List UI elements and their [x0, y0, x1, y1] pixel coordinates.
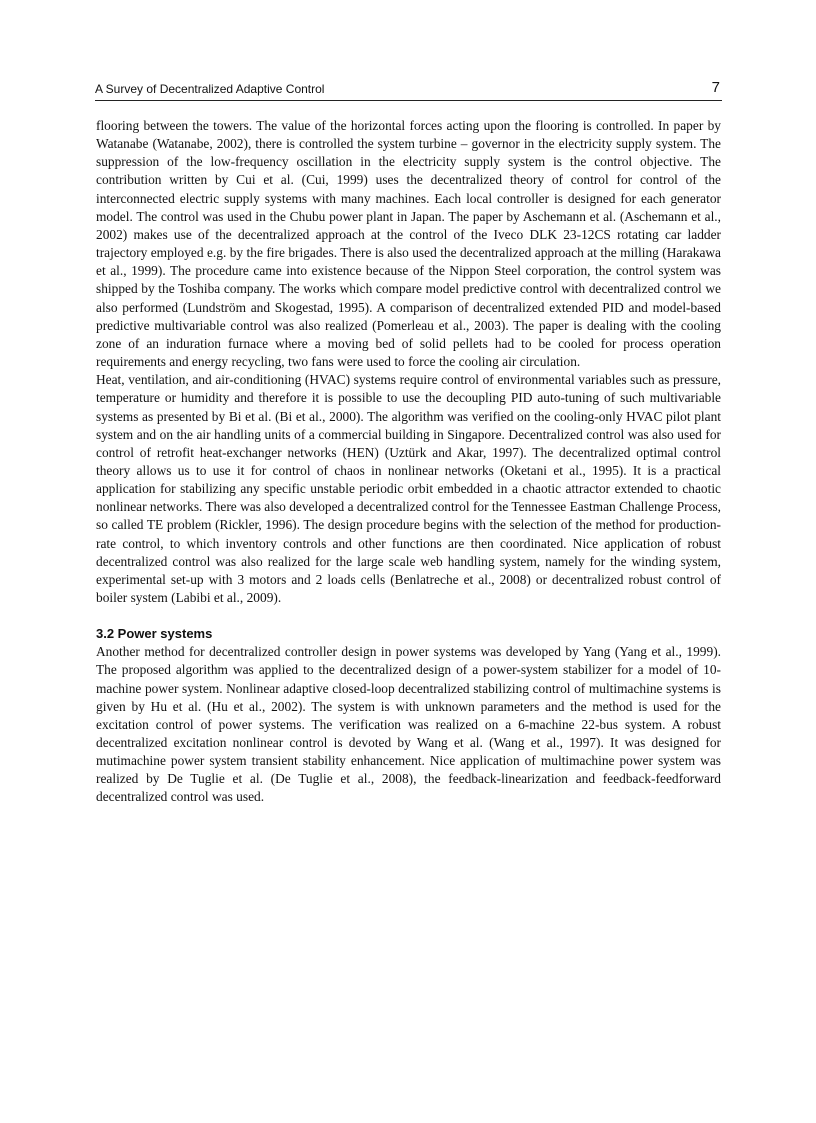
running-header — [95, 80, 722, 101]
paragraph-power-systems: Another method for decentralized controller design in power systems was developed by Yang (Yang et al., 1999). The proposed algorithm was applied to the decentralized design of a power-system stabilizer for a model of 10-machine power system. Nonlinear adaptive closed-loop decentralized stabilizing control of multimachine systems is given by Hu et al. (Hu et al., 2002). The system is with unknown parameters and the method is used for the excitation control of power systems. The verification was realized on a 6-machine 22-bus system. A robust decentralized excitation nonlinear control is devoted by Wang et al. (Wang et al., 1997). It was designed for mutimachine power system transient stability enhancement. Nice application of multimachine power system was realized by De Tuglie et al. (De Tuglie et al., 2008), the feedback-linearization and feedback-feedforward decentralized control was used. — [96, 644, 721, 805]
running-title: A Survey of Decentralized Adaptive Control — [95, 82, 325, 96]
paragraph-applications: flooring between the towers. The value of the horizontal forces acting upon the flooring is controlled. In paper by Watanabe (Watanabe, 2002), there is controlled the system turbine – governor in the electricity supply system. The suppression of the low-frequency oscillation in the electricity supply system is the control objective. The contribution written by Cui et al. (Cui, 1999) uses the decentralized theory of control for control of the interconnected electric supply systems with many machines. Each local controller is designed for each generator model. The control was used in the Chubu power plant in Japan. The paper by Aschemann et al. (Aschemann et al., 2002) makes use of the decentralized approach at the control of the Iveco DLK 23-12CS rotating car ladder trajectory employed e.g. by the fire brigades. There is also used the decentralized approach at the milling (Harakawa et al., 1999). The procedure came into existence because of the Nippon Steel corporation, the control system was shipped by the Toshiba company. The works which compare model predictive control with decentralized control we also performed (Lundström and Skogestad, 1995). A comparison of decentralized extended PID and model-based predictive multivariable control was also realized (Pomerleau et al., 2003). The paper is dealing with the cooling zone of an induration furnace where a moving bed of solid pellets had to be cooled for process operation requirements and energy recycling, two fans were used to force the cooling air circulation. — [96, 118, 721, 370]
body-text — [96, 117, 721, 807]
section-heading-power-systems: 3.2 Power systems — [96, 626, 213, 642]
paragraph-hvac: Heat, ventilation, and air-conditioning (HVAC) systems require control of environmental variables such as pressure, temperature or humidity and therefore it is possible to use the decoupling PID auto-tuning of such multivariable systems as presented by Bi et al. (Bi et al., 2000). The algorithm was verified on the cooling-only HVAC pilot plant system and on the air handling units of a commercial building in Singapore. Decentralized control was also used for control of retrofit heat-exchanger networks (HEN) (Uztürk and Akar, 1997). The decentralized optimal control theory allows us to use it for control of chaos in nonlinear networks (Oketani et al., 1995). It is a practical application for stabilizing any specific unstable periodic orbit embedded in a chaotic attractor extended to chaotic nonlinear networks. There was also developed a decentralized control for the Tennessee Eastman Challenge Process, so called TE problem (Rickler, 1996). The design procedure begins with the selection of the method for production-rate control, to which inventory controls and other functions are then coordinated. Nice application of robust decentralized control was also realized for the large scale web handling system, namely for the winding system, experimental set-up with 3 motors and 2 loads cells (Benlatreche et al., 2008) or decentralized robust control of boiler system (Labibi et al., 2009). — [96, 372, 721, 606]
page-number: 7 — [711, 79, 720, 96]
